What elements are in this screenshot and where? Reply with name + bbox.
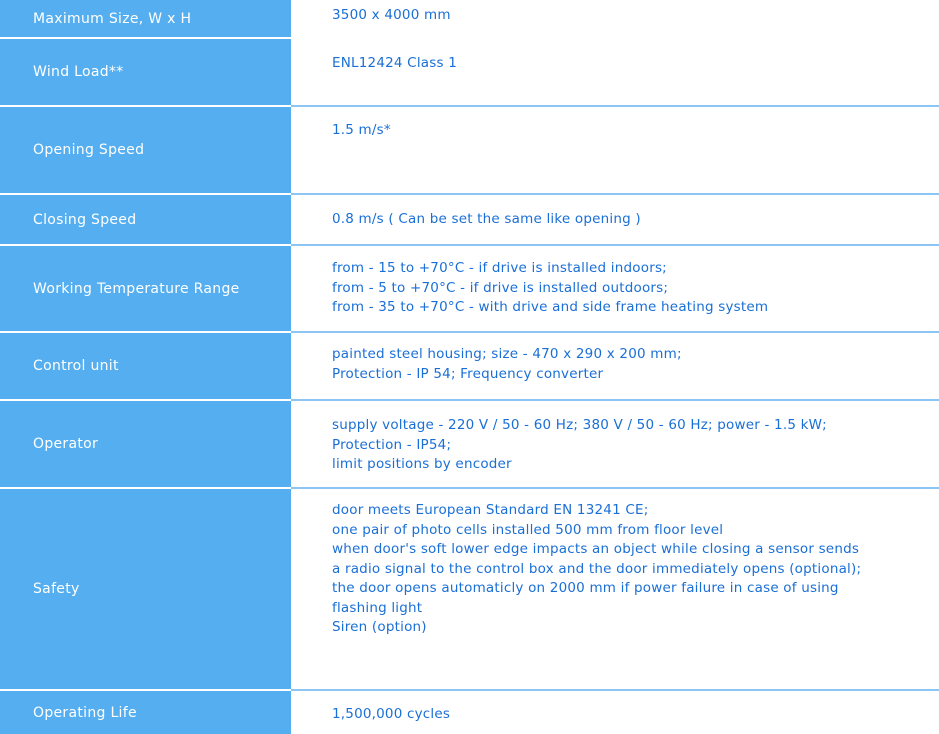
spec-value xyxy=(291,489,939,689)
spec-value xyxy=(291,333,939,399)
spec-value-line: Protection - IP 54; Frequency converter xyxy=(332,365,604,382)
spec-value-line: the door opens automaticly on 2000 mm if power failure in case of using xyxy=(332,580,839,596)
spec-row-opening-speed xyxy=(0,107,939,193)
spec-value-line: from - 35 to +70°C - with drive and side frame heating system xyxy=(332,299,769,315)
spec-row-operating-life xyxy=(0,691,939,734)
spec-label xyxy=(0,39,291,105)
spec-row-closing-speed xyxy=(0,195,939,244)
spec-value xyxy=(291,0,939,37)
spec-value-line: when door's soft lower edge impacts an object while closing a sensor sends xyxy=(332,541,860,557)
spec-row-control-unit xyxy=(0,333,939,399)
spec-value xyxy=(291,691,939,734)
spec-label xyxy=(0,246,291,331)
spec-value-line: from - 15 to +70°C - if drive is installed indoors; xyxy=(332,260,667,276)
spec-label-text: Operator xyxy=(33,436,99,452)
spec-label-text: Control unit xyxy=(33,358,119,374)
spec-label-text: Working Temperature Range xyxy=(33,280,240,297)
spec-value-line: supply voltage - 220 V / 50 - 60 Hz; 380 V / 50 - 60 Hz; power - 1.5 kW; xyxy=(332,417,827,433)
spec-label xyxy=(0,691,291,734)
spec-row-operator xyxy=(0,401,939,487)
spec-row-working-temperature-range xyxy=(0,246,939,331)
spec-value xyxy=(291,401,939,487)
spec-value-line: Siren (option) xyxy=(332,619,427,635)
spec-label-text: Safety xyxy=(33,581,80,597)
spec-label xyxy=(0,107,291,193)
spec-label xyxy=(0,489,291,689)
spec-value-line: from - 5 to +70°C - if drive is installed outdoors; xyxy=(332,279,669,296)
spec-label xyxy=(0,333,291,399)
spec-row-wind-load xyxy=(0,39,939,105)
spec-label-text: Opening Speed xyxy=(33,142,145,158)
spec-value xyxy=(291,39,939,105)
spec-value-line: 0.8 m/s ( Can be set the same like opening ) xyxy=(332,211,641,227)
spec-label-text: Wind Load** xyxy=(33,64,124,80)
spec-value xyxy=(291,246,939,331)
spec-value-line: 1.5 m/s* xyxy=(332,122,391,138)
spec-value xyxy=(291,195,939,244)
spec-row-safety xyxy=(0,489,939,689)
spec-value-line: ENL12424 Class 1 xyxy=(332,55,457,71)
spec-value-line: 1,500,000 cycles xyxy=(332,706,451,722)
spec-value xyxy=(291,107,939,193)
spec-value-line: limit positions by encoder xyxy=(332,456,512,472)
spec-value-line: Protection - IP54; xyxy=(332,436,452,453)
spec-value-line: 3500 x 4000 mm xyxy=(332,7,451,23)
spec-label xyxy=(0,401,291,487)
spec-label xyxy=(0,195,291,244)
spec-label-text: Maximum Size, W x H xyxy=(33,10,192,27)
spec-value-line: flashing light xyxy=(332,599,423,616)
spec-value-line: one pair of photo cells installed 500 mm from floor level xyxy=(332,521,724,538)
spec-value-line: a radio signal to the control box and the door immediately opens (optional); xyxy=(332,560,862,577)
spec-label xyxy=(0,0,291,37)
spec-label-text: Closing Speed xyxy=(33,211,137,228)
spec-value-line: door meets European Standard EN 13241 CE; xyxy=(332,502,649,518)
spec-label-text: Operating Life xyxy=(33,704,137,721)
spec-value-line: painted steel housing; size - 470 x 290 x 200 mm; xyxy=(332,346,682,362)
spec-row-maximum-size xyxy=(0,0,939,37)
